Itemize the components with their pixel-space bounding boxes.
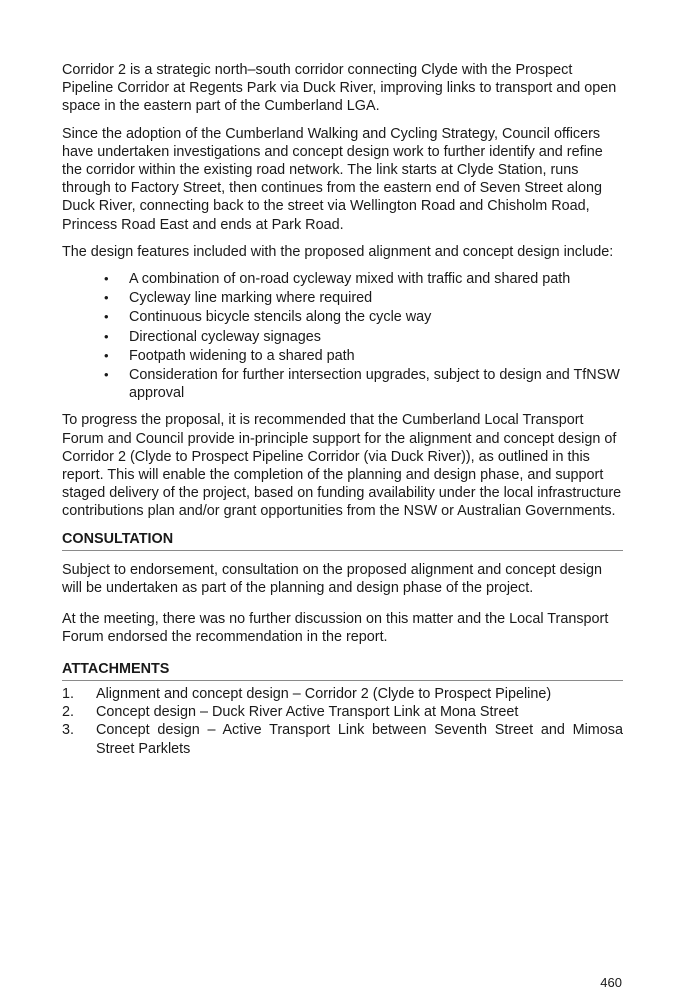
list-item: • Directional cycleway signages <box>104 328 321 345</box>
page-number: 460 <box>600 975 622 990</box>
attachments-list <box>62 685 623 758</box>
list-item: • Cycleway line marking where required <box>104 290 373 307</box>
features-intro-paragraph: The design features included with the proposed alignment and concept design include: <box>62 243 614 260</box>
bullet-icon: • <box>104 290 109 306</box>
list-item: • Consideration for further intersection upgrades, subject to design and TfNSW approval <box>104 367 620 402</box>
list-item: • A combination of on-road cycleway mixed with traffic and shared path <box>104 271 571 288</box>
design-features-list <box>62 270 623 402</box>
meeting-outcome-paragraph: At the meeting, there was no further discussion on this matter and the Local Transport Forum endorsed the recommendation in the report. <box>62 611 609 646</box>
background-paragraph: Since the adoption of the Cumberland Walking and Cycling Strategy, Council officers have undertaken investigations and concept design work to further identify and refine the corridor within the existing road network. The link starts at Clyde Station, runs through to Factory Street, then continues from the eastern end of Seven Street along Duck River, connecting back to the street via Wellington Road and Chisholm Road, Princess Road East and ends at Park Road. <box>62 125 603 233</box>
attachment-item[interactable]: 1. Alignment and concept design – Corridor 2 (Clyde to Prospect Pipeline) <box>62 685 552 702</box>
list-item: • Continuous bicycle stencils along the cycle way <box>104 309 432 326</box>
recommendation-paragraph: To progress the proposal, it is recommended that the Cumberland Local Transport Forum and Council provide in-principle support for the alignment and concept design of Corridor 2 (Clyde to Prospect Pipeline Corridor (via Duck River)), as outlined in this report. This will enable the completion of the planning and design phase, and support staged delivery of the project, based on funding availability under the local infrastructure contributions plan and/or grant opportunities from the NSW or Australian Governments. <box>62 412 622 520</box>
intro-paragraph: Corridor 2 is a strategic north–south corridor connecting Clyde with the Prospect Pipeline Corridor at Regents Park via Duck River, improving links to transport and open space in the eastern part of the Cumberland LGA. <box>62 62 617 115</box>
attachments-heading: ATTACHMENTS <box>62 660 623 681</box>
document-page <box>62 61 623 758</box>
consultation-heading: CONSULTATION <box>62 530 623 551</box>
list-item: • Footpath widening to a shared path <box>104 347 355 364</box>
bullet-icon: • <box>104 271 109 287</box>
bullet-icon: • <box>104 347 109 363</box>
attachment-item[interactable]: 3. Concept design – Active Transport Link between Seventh Street and Mimosa Street Parklets <box>62 722 623 757</box>
bullet-icon: • <box>104 328 109 344</box>
bullet-icon: • <box>104 367 109 383</box>
attachment-item[interactable]: 2. Concept design – Duck River Active Transport Link at Mona Street <box>62 704 519 721</box>
consultation-paragraph: Subject to endorsement, consultation on the proposed alignment and concept design will be undertaken as part of the planning and design phase of the project. <box>62 561 603 597</box>
bullet-icon: • <box>104 309 109 325</box>
